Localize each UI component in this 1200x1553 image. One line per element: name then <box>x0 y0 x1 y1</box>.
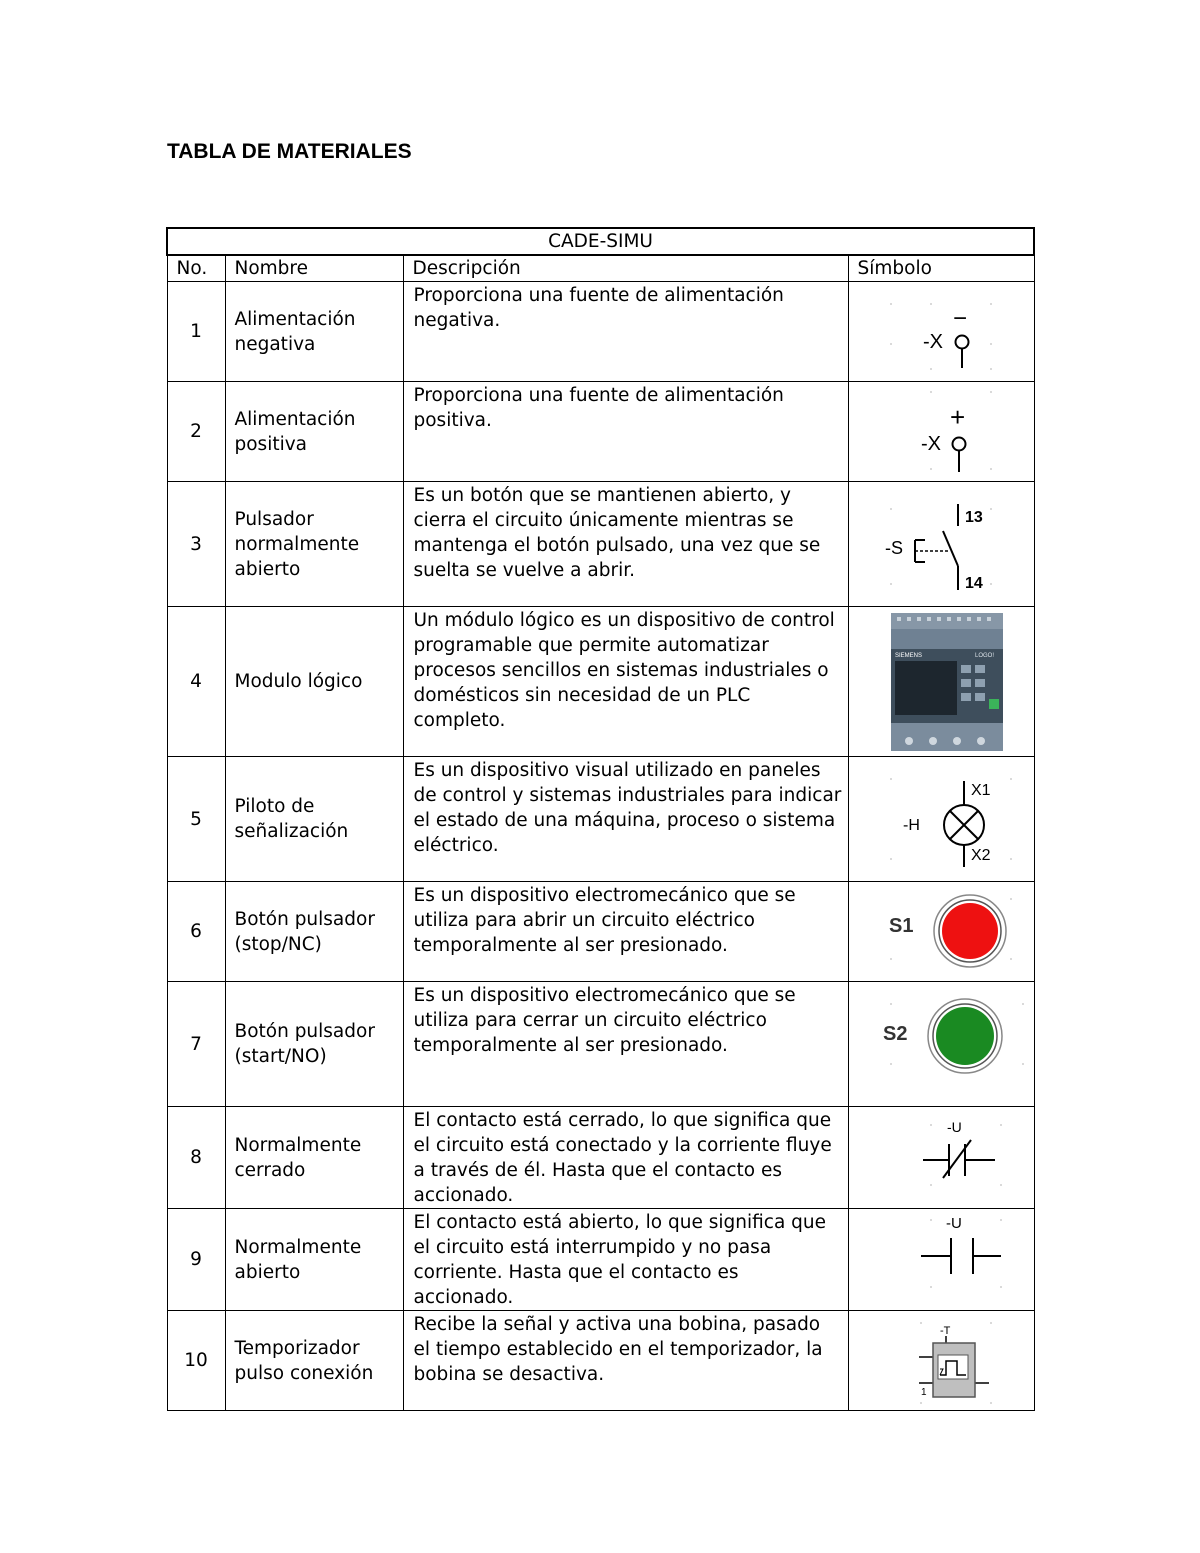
row-name: Botón pulsador (stop/NC) <box>225 882 403 982</box>
svg-text:S2: S2 <box>883 1023 908 1045</box>
svg-text:13: 13 <box>965 509 983 526</box>
table-row <box>167 282 1034 382</box>
svg-text:-U: -U <box>946 1214 962 1232</box>
header-desc: Descripción <box>403 255 848 282</box>
row-name: Temporizador pulso conexión <box>225 1311 403 1411</box>
svg-text:-X: -X <box>923 330 943 353</box>
row-symbol <box>848 282 1034 382</box>
row-description: Proporciona una fuente de alimentación positiva. <box>403 382 848 482</box>
row-name: Normalmente cerrado <box>225 1107 403 1209</box>
row-description: Es un dispositivo visual utilizado en paneles de control y sistemas industriales para indicar el estado de una máquina, proceso o sistema eléctrico. <box>403 757 848 882</box>
logo-module-icon <box>851 609 1031 755</box>
header-name: Nombre <box>225 255 403 282</box>
row-symbol <box>848 382 1034 482</box>
row-description: Un módulo lógico es un dispositivo de control programable que permite automatizar procesos sencillos en sistemas industriales o domésticos sin necesidad de un PLC completo. <box>403 607 848 757</box>
row-name: Alimentación positiva <box>225 382 403 482</box>
svg-text:14: 14 <box>965 575 983 592</box>
row-symbol <box>848 1107 1034 1209</box>
pushbutton-icon <box>851 484 1031 604</box>
row-symbol <box>848 482 1034 607</box>
table-row <box>167 482 1034 607</box>
row-description: Es un dispositivo electromecánico que se utiliza para abrir un circuito eléctrico temporalmente al ser presionado. <box>403 882 848 982</box>
table-row <box>167 1107 1034 1209</box>
svg-text:-T: -T <box>940 1324 951 1337</box>
row-number: 4 <box>167 607 225 757</box>
svg-text:-H: -H <box>903 817 920 834</box>
row-description: Es un dispositivo electromecánico que se utiliza para cerrar un circuito eléctrico temporalmente al ser presionado. <box>403 982 848 1107</box>
row-description: Es un botón que se mantienen abierto, y cierra el circuito únicamente mientras se mantenga el botón pulsado, una vez que se suelta se vuelve a abrir. <box>403 482 848 607</box>
svg-text:-X: -X <box>921 432 941 455</box>
row-number: 2 <box>167 382 225 482</box>
timer-pulse-icon <box>851 1313 1031 1409</box>
row-symbol <box>848 882 1034 982</box>
no-contact-icon <box>851 1212 1031 1308</box>
green-fill <box>936 1007 994 1065</box>
row-name: Botón pulsador (start/NO) <box>225 982 403 1107</box>
row-name: Pulsador normalmente abierto <box>225 482 403 607</box>
svg-text:LOGO!: LOGO! <box>975 652 995 659</box>
svg-text:-S: -S <box>885 538 903 558</box>
row-number: 7 <box>167 982 225 1107</box>
row-number: 1 <box>167 282 225 382</box>
row-number: 6 <box>167 882 225 982</box>
green-button-icon <box>851 984 1031 1104</box>
row-symbol <box>848 1311 1034 1411</box>
svg-text:−: − <box>953 304 968 332</box>
svg-text:-U: -U <box>947 1118 962 1135</box>
row-name: Piloto de señalización <box>225 757 403 882</box>
row-name: Normalmente abierto <box>225 1209 403 1311</box>
table-caption: CADE-SIMU <box>167 228 1034 255</box>
row-name: Alimentación negativa <box>225 282 403 382</box>
table-row <box>167 607 1034 757</box>
header-no: No. <box>167 255 225 282</box>
row-description: Proporciona una fuente de alimentación negativa. <box>403 282 848 382</box>
table-row <box>167 757 1034 882</box>
row-description: El contacto está abierto, lo que significa que el circuito está interrumpido y no pasa corriente. Hasta que el contacto es accionado. <box>403 1209 848 1311</box>
svg-text:S1: S1 <box>889 914 914 937</box>
svg-text:X2: X2 <box>971 847 991 864</box>
table-row <box>167 882 1034 982</box>
table-row <box>167 1311 1034 1411</box>
row-number: 5 <box>167 757 225 882</box>
svg-text:1: 1 <box>921 1386 927 1398</box>
negative-supply-icon <box>851 284 1031 380</box>
row-symbol <box>848 1209 1034 1311</box>
row-number: 9 <box>167 1209 225 1311</box>
nc-contact-icon <box>851 1110 1031 1206</box>
svg-text:X1: X1 <box>971 782 991 799</box>
red-fill <box>942 903 998 959</box>
svg-text:+: + <box>950 401 966 432</box>
row-symbol <box>848 982 1034 1107</box>
row-description: Recibe la señal y activa una bobina, pasado el tiempo establecido en el temporizador, la bobina se desactiva. <box>403 1311 848 1411</box>
positive-supply-icon <box>851 384 1031 480</box>
row-description: El contacto está cerrado, lo que significa que el circuito está conectado y la corriente fluye a través de él. Hasta que el contacto es accionado. <box>403 1107 848 1209</box>
header-symbol: Símbolo <box>848 255 1034 282</box>
row-number: 3 <box>167 482 225 607</box>
table-row <box>167 382 1034 482</box>
row-name: Modulo lógico <box>225 607 403 757</box>
row-symbol <box>848 607 1034 757</box>
red-button-icon <box>851 884 1031 980</box>
table-row <box>167 1209 1034 1311</box>
materials-table <box>166 227 1035 1411</box>
row-symbol <box>848 757 1034 882</box>
table-row <box>167 982 1034 1107</box>
svg-text:SIEMENS: SIEMENS <box>895 652 923 659</box>
row-number: 8 <box>167 1107 225 1209</box>
row-number: 10 <box>167 1311 225 1411</box>
page-title: TABLA DE MATERIALES <box>167 140 412 163</box>
pilot-lamp-icon <box>851 759 1031 879</box>
